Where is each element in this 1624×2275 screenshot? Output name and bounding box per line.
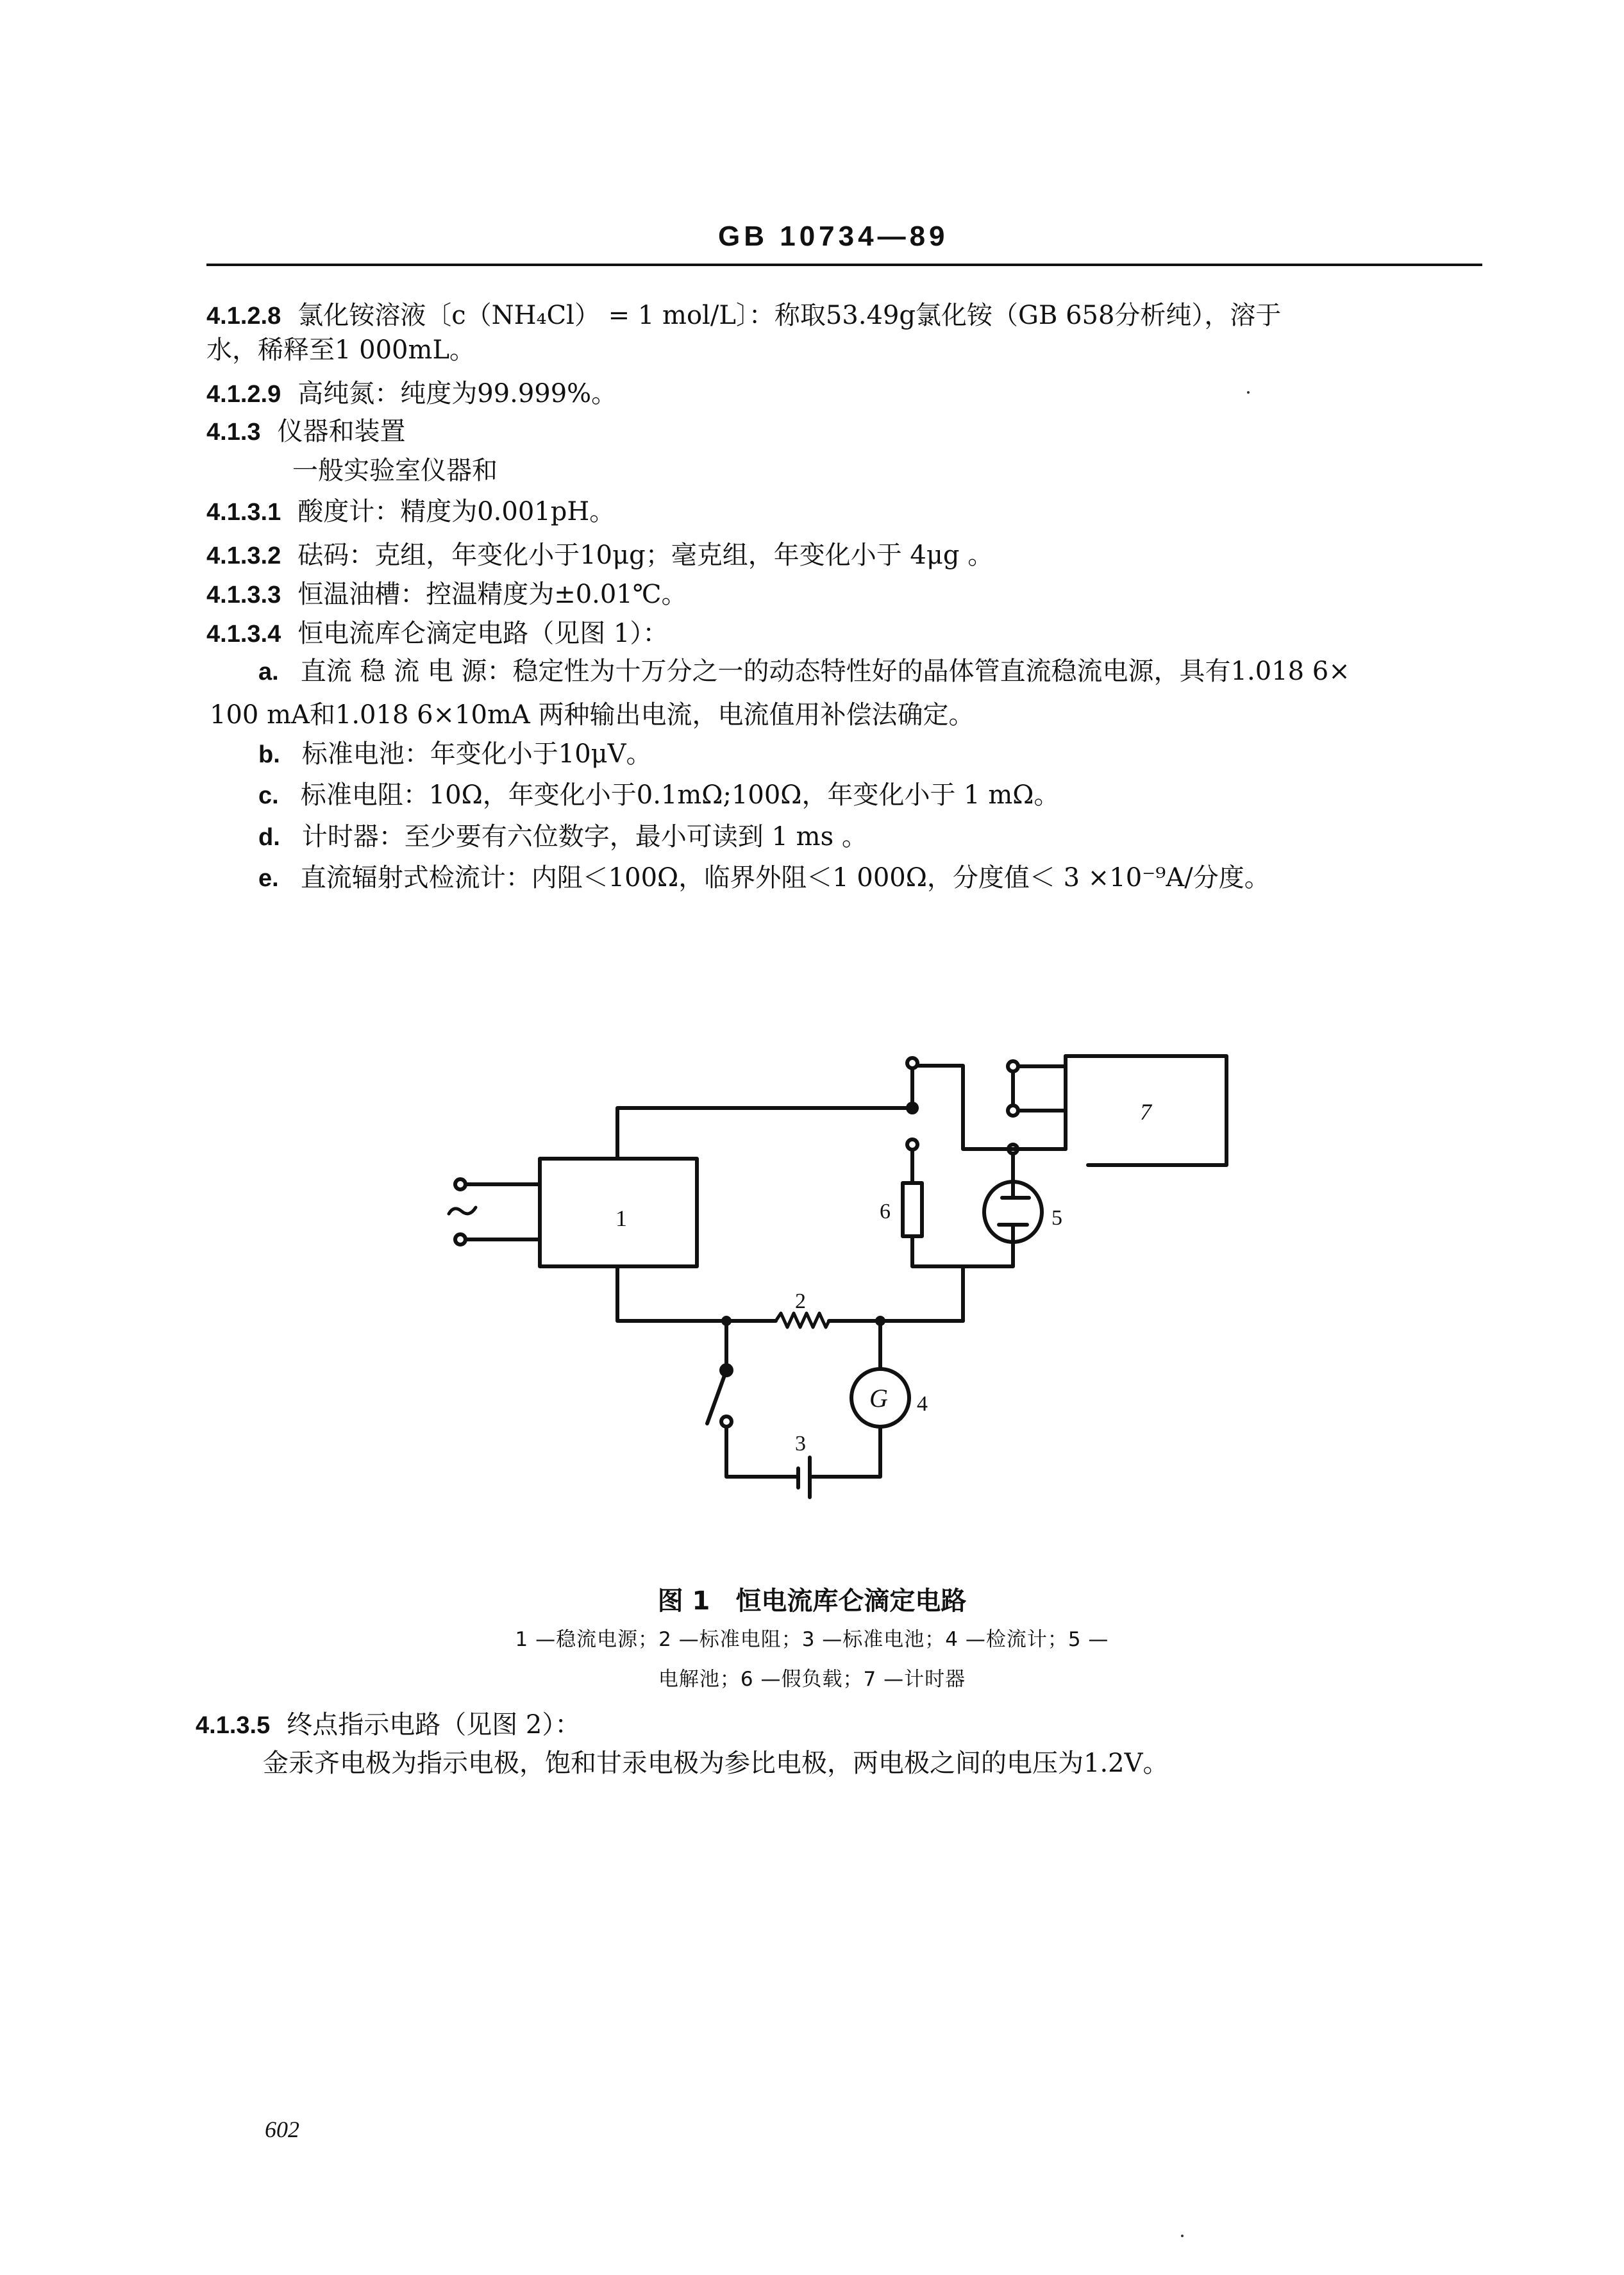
clause-number: 4.1.3	[206, 419, 261, 446]
clause-text: 恒温油槽：控温精度为±0.01℃。	[297, 580, 687, 609]
load6-label: 6	[880, 1200, 891, 1223]
clause-4-1-3-4	[206, 618, 668, 649]
electrolytic-cell	[984, 1182, 1042, 1242]
clause-4-1-3-5	[196, 1709, 580, 1740]
clause-number: 4.1.3.2	[206, 542, 281, 569]
item-text: 计时器：至少要有六位数字，最小可读到 1 ms 。	[301, 822, 867, 852]
standard-code-header: GB 10734—89	[718, 221, 949, 252]
page-number: 602	[265, 2117, 299, 2142]
item-text: 标准电阻：10Ω，年变化小于0.1mΩ;100Ω，年变化小于 1 mΩ。	[300, 780, 1060, 810]
resistor2-label: 2	[795, 1289, 806, 1313]
figure-legend-line-2: 电解池；6 —假负载；7 —计时器	[658, 1668, 966, 1691]
item-b	[258, 739, 652, 769]
item-text: 直流 稳 流 电 源：稳定性为十万分之一的动态特性好的晶体管直流稳流电源，具有1.018 6×	[300, 657, 1350, 686]
clause-4-1-3-2	[206, 540, 993, 571]
timer7-label: 7	[1140, 1099, 1151, 1125]
clause-text: 仪器和装置	[277, 417, 406, 446]
figure-legend-line-1: 1 —稳流电源；2 —标准电阻；3 —标准电池；4 —检流计；5 —	[515, 1628, 1109, 1651]
clause-4-1-2-8	[206, 300, 1281, 331]
clause-text: 氯化铵溶液〔c（NH₄Cl） = 1 mol/L〕：称取53.49g氯化铵（GB 658分析纯），溶于	[297, 301, 1282, 330]
galvanometer	[851, 1369, 909, 1427]
galvanometer4-label: 4	[917, 1392, 928, 1416]
power-supply-box	[540, 1159, 697, 1266]
clause-number: 4.1.2.8	[206, 303, 281, 330]
clause-number: 4.1.3.5	[196, 1712, 271, 1739]
item-letter: a.	[258, 659, 279, 685]
item-text: 100 mA和1.018 6×10mA 两种输出电流，电流值用补偿法确定。	[210, 700, 975, 730]
clause-text: 高纯氮：纯度为99.999%。	[297, 379, 617, 408]
box1-label: 1	[615, 1205, 627, 1231]
item-letter: d.	[258, 824, 280, 851]
clause-4-1-3	[206, 416, 406, 447]
item-letter: e.	[258, 865, 279, 892]
clause-number: 4.1.3.3	[206, 582, 281, 609]
standard-resistor	[776, 1313, 829, 1327]
clause-4-1-2-9	[206, 378, 617, 409]
cell5-label: 5	[1051, 1206, 1062, 1230]
battery3-label: 3	[795, 1432, 806, 1456]
item-letter: c.	[258, 782, 279, 809]
dummy-load-resistor	[903, 1183, 922, 1236]
clause-text: 水，稀释至1 000mL。	[206, 335, 476, 365]
header-rule	[206, 264, 1482, 266]
clause-number: 4.1.2.9	[206, 381, 281, 408]
clause-number: 4.1.3.1	[206, 499, 281, 526]
clause-text: 酸度计：精度为0.001pH。	[297, 497, 615, 526]
item-d	[258, 821, 867, 852]
clause-continuation	[206, 335, 475, 365]
ac-input-terminals	[449, 1179, 540, 1245]
clause-text: 一般实验室仪器和	[292, 456, 498, 485]
item-c	[258, 780, 1059, 810]
scan-speck	[1247, 391, 1250, 394]
item-text: 直流辐射式检流计：内阻＜100Ω，临界外阻＜1 000Ω，分度值＜ 3 ×10⁻⁹A/分度。	[300, 863, 1270, 893]
clause-continuation	[292, 455, 498, 486]
figure-caption: 图 1 恒电流库仑滴定电路	[657, 1586, 967, 1616]
clause-number: 4.1.3.4	[206, 621, 281, 648]
scan-speck	[1181, 2235, 1184, 2237]
clause-text: 终点指示电路（见图 2）：	[287, 1710, 581, 1740]
endpoint-paragraph: 金汞齐电极为指示电极，饱和甘汞电极为参比电极，两电极之间的电压为1.2V。	[263, 1749, 1169, 1778]
clause-text: 砝码：克组，年变化小于10μg；毫克组，年变化小于 4μg 。	[297, 541, 994, 570]
item-a	[258, 656, 1350, 687]
clause-text: 恒电流库仑滴定电路（见图 1）：	[297, 619, 669, 648]
item-e	[258, 862, 1270, 893]
item-text: 标准电池：年变化小于10μV。	[301, 739, 652, 769]
timer-box	[1066, 1056, 1226, 1165]
item-letter: b.	[258, 741, 280, 768]
clause-4-1-3-1	[206, 496, 615, 527]
clause-4-1-3-3	[206, 579, 687, 610]
galvanometer-symbol: G	[869, 1384, 888, 1413]
item-continuation	[210, 700, 975, 730]
